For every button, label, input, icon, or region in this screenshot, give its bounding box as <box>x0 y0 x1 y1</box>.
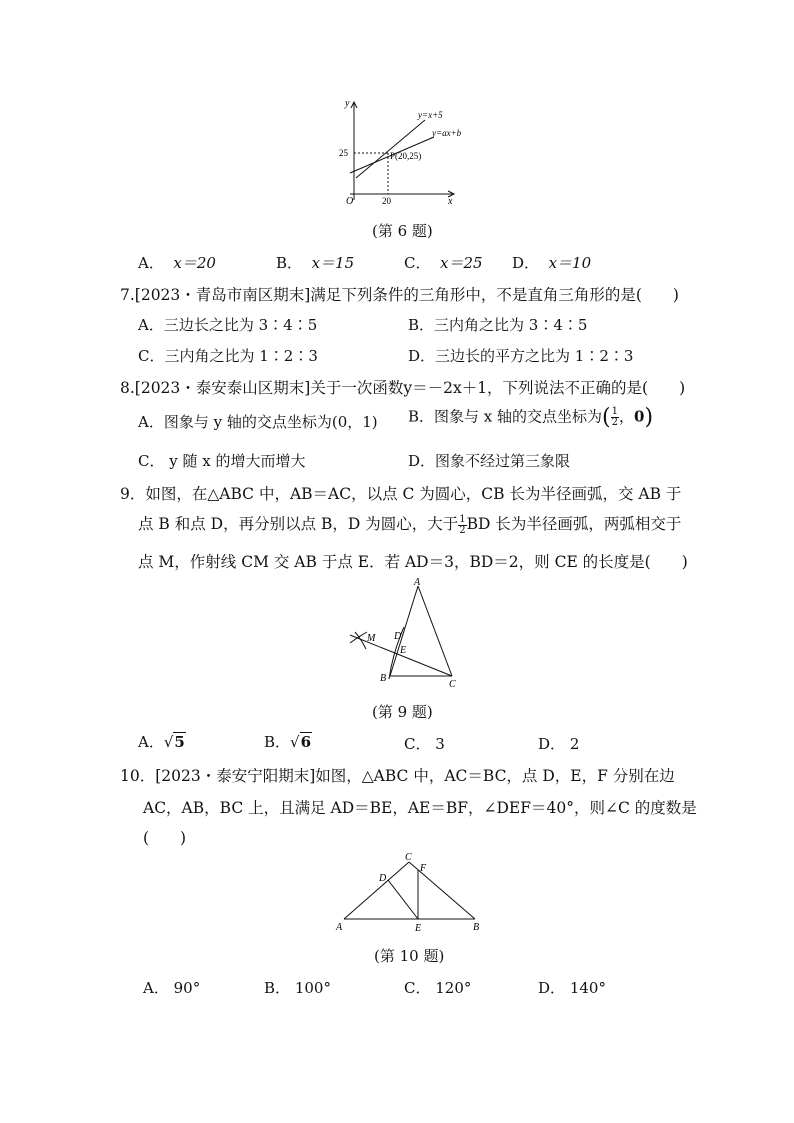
tick-y-25: 25 <box>339 148 348 158</box>
point-p-label: P(20,25) <box>390 151 422 161</box>
option-text: y 随 x 的增大而增大 <box>169 452 306 470</box>
right-paren: ) <box>644 405 654 430</box>
x-axis-label: x <box>448 196 453 207</box>
left-paren: ( <box>602 405 611 430</box>
q10-option-b[interactable] <box>264 977 331 998</box>
q6-caption: (第 6 题) <box>372 222 433 240</box>
option-text: 图象不经过第三象限 <box>435 452 571 470</box>
label-e: E <box>415 923 422 934</box>
option-text: 90° <box>173 979 201 997</box>
option-letter: B． <box>408 316 435 334</box>
option-text: 3 <box>435 735 445 753</box>
option-text: 2 <box>569 735 580 753</box>
line-y-x-plus-5 <box>356 120 425 178</box>
y-axis-label: y <box>345 98 350 109</box>
q6-graph-figure <box>330 92 470 208</box>
q8-option-b[interactable]: B．图象与 x 轴的交点坐标为( $\frac{1}{2}$ ，0) <box>408 405 654 430</box>
line2-label: y=ax+b <box>432 128 462 138</box>
q7-option-d[interactable] <box>408 345 633 366</box>
text-segment: 点 B 和点 D，再分别以点 B，D 为圆心，大于 <box>138 515 459 533</box>
side-bc <box>409 862 475 919</box>
q10-option-a[interactable] <box>143 977 200 998</box>
label-d: D <box>394 631 402 642</box>
option-letter: D． <box>408 347 436 365</box>
option-text: x＝20 <box>173 254 216 272</box>
option-text: 三边长的平方之比为 1∶2∶3 <box>435 347 634 365</box>
sqrt-expression: √5 <box>163 733 185 751</box>
option-text: 图象与 y 轴的交点坐标为(0，1) <box>163 413 378 431</box>
option-letter: B． <box>264 979 291 997</box>
label-b: B <box>380 673 387 684</box>
q10-option-d[interactable] <box>538 977 606 998</box>
q6-option-d[interactable] <box>512 252 591 273</box>
q7-stem: 7.[2023・青岛市南区期末]满足下列条件的三角形中，不是直角三角形的是( ) <box>120 286 679 304</box>
q8-option-c[interactable] <box>138 450 306 471</box>
line1-label: y=x+5 <box>418 110 443 120</box>
q8-option-a[interactable] <box>138 411 378 432</box>
text-segment: BD 长为半径画弧，两弧相交于 <box>466 515 682 533</box>
option-letter: B． <box>264 733 291 751</box>
coordinate-zero: 0 <box>634 407 645 426</box>
q9-option-c[interactable] <box>404 733 445 754</box>
label-m: M <box>367 633 376 644</box>
option-letter: A． <box>143 979 169 997</box>
label-c: C <box>449 679 456 690</box>
option-letter: C． <box>404 979 431 997</box>
q9-line-2 <box>138 512 681 536</box>
side-ac <box>344 862 409 919</box>
option-letter: D． <box>408 452 436 470</box>
fraction-denominator: 2 <box>459 524 466 536</box>
option-text: 140° <box>569 979 606 997</box>
option-letter: A． <box>138 254 164 272</box>
option-text: 120° <box>435 979 472 997</box>
label-f: F <box>420 863 427 874</box>
q10-line-3: ( ) <box>143 829 187 847</box>
option-letter: C． <box>138 347 165 365</box>
q10-triangle-figure <box>332 848 487 934</box>
q7-option-b[interactable] <box>408 314 587 335</box>
tick-x-20: 20 <box>382 196 391 206</box>
fraction-numerator: 1 <box>459 513 466 525</box>
segment-de <box>388 880 418 919</box>
option-text: 100° <box>294 979 331 997</box>
q10-option-c[interactable] <box>404 977 471 998</box>
radicand: 6 <box>300 733 312 751</box>
option-letter: D． <box>512 254 540 272</box>
label-e: E <box>400 645 407 656</box>
label-c: C <box>405 852 412 863</box>
q10-caption: (第 10 题) <box>374 947 445 965</box>
q9-triangle-figure <box>345 577 470 692</box>
q10-line-2: AC，AB，BC 上，且满足 AD＝BE，AE＝BF，∠DEF＝40°，则∠C 的度数是 <box>143 799 697 817</box>
fraction-denominator: 2 <box>611 417 618 428</box>
fraction-half <box>458 515 466 536</box>
option-letter: B． <box>408 407 435 426</box>
q9-caption: (第 9 题) <box>372 703 433 721</box>
label-d: D <box>379 873 387 884</box>
q9-line-1: 9．如图，在△ABC 中，AB＝AC，以点 C 为圆心，CB 长为半径画弧，交 AB 于 <box>120 485 682 503</box>
origin-label: O <box>346 196 354 207</box>
label-a: A <box>414 577 421 588</box>
arc-m-2 <box>350 632 367 643</box>
label-a: A <box>336 922 343 933</box>
option-letter: C． <box>404 254 431 272</box>
option-letter: C． <box>404 735 431 753</box>
option-letter: A． <box>138 413 164 431</box>
q6-option-b[interactable] <box>276 252 354 273</box>
q9-option-d[interactable] <box>538 733 579 754</box>
q6-option-c[interactable] <box>404 252 483 273</box>
label-b: B <box>473 922 480 933</box>
option-text: 三内角之比为 3∶4∶5 <box>434 316 588 334</box>
option-letter: C． <box>138 452 165 470</box>
option-text: 三边长之比为 3∶4∶5 <box>163 316 318 334</box>
option-text: x＝25 <box>440 254 483 272</box>
radicand: 5 <box>174 733 185 751</box>
option-letter: A． <box>138 733 164 751</box>
option-letter: D． <box>538 735 566 753</box>
q7-option-a[interactable] <box>138 314 317 335</box>
option-letter: D． <box>538 979 566 997</box>
q6-option-a[interactable] <box>138 252 216 273</box>
option-letter: A． <box>138 316 164 334</box>
option-text: x＝15 <box>311 254 355 272</box>
q9-line-3: 点 M，作射线 CM 交 AB 于点 E．若 AD＝3，BD＝2，则 CE 的长度是( ) <box>138 553 688 571</box>
q10-line-1: 10．[2023・泰安宁阳期末]如图，△ABC 中，AC＝BC，点 D，E，F 分别在边 <box>120 767 675 785</box>
sqrt-expression: √6 <box>290 733 312 751</box>
fraction-numerator: 1 <box>611 406 618 417</box>
q8-stem: 8.[2023・泰安泰山区期末]关于一次函数y＝－2x＋1，下列说法不正确的是( ) <box>120 379 686 397</box>
q8-option-d[interactable] <box>408 450 570 471</box>
option-letter: B． <box>276 254 303 272</box>
q9-option-b[interactable] <box>264 731 312 752</box>
option-text: 三内角之比为 1∶2∶3 <box>164 347 318 365</box>
q7-option-c[interactable] <box>138 345 318 366</box>
option-text: 图象与 x 轴的交点坐标为 <box>434 407 603 426</box>
fraction-half <box>611 407 619 428</box>
q9-option-a[interactable] <box>138 731 186 752</box>
option-text: x＝10 <box>548 254 592 272</box>
side-ac <box>418 586 452 676</box>
